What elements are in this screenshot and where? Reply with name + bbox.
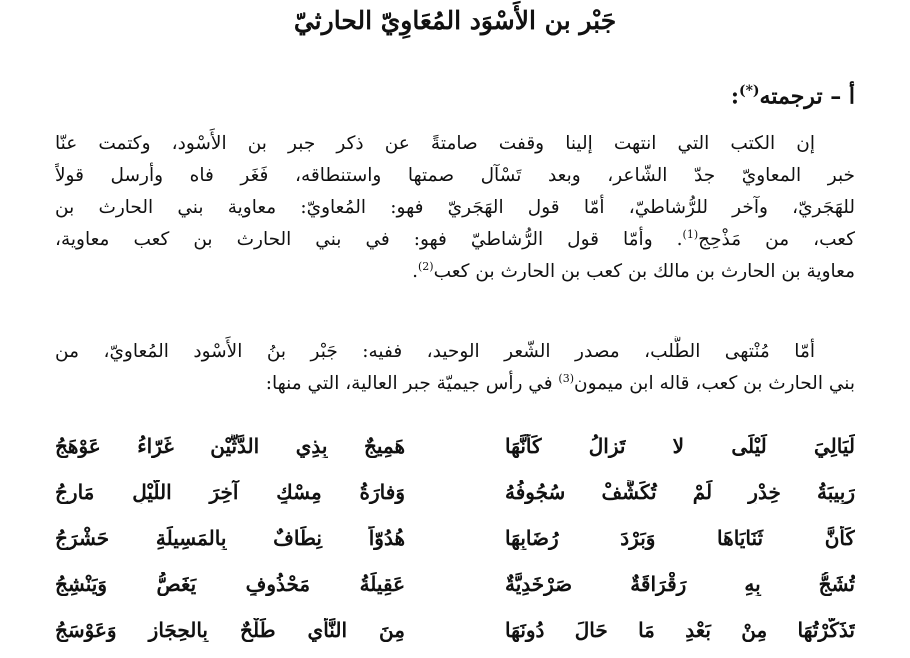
section-heading-colon: : <box>730 83 739 110</box>
paragraph-text: . وأمّا قول الرُّشاطيّ فهو: في بني الحارث بن كعب معاوية، <box>55 229 683 250</box>
poem-verse <box>55 612 855 658</box>
paragraph-text: معاوية بن الحارث بن مالك بن كعب بن الحارث بن كعب <box>433 261 855 282</box>
footnote-ref: (1) <box>682 227 699 241</box>
paragraph-text: كعب، من مَذْحِج <box>698 229 855 250</box>
section-note-mark: (*) <box>738 83 760 99</box>
poem <box>55 428 855 658</box>
poem-verse <box>55 428 855 474</box>
paragraph-text: . <box>412 261 418 282</box>
paragraph-line: خبر المعاويّ جدّ الشّاعر، وبعد تَسْآل صمتها واستنطاقه، فَغَر فاه وأرسل قولاً <box>55 165 855 186</box>
poem-verse <box>55 474 855 520</box>
page-title: جَبْر بن الأَسْوَد المُعَاوِيّ الحارثيّ <box>293 6 617 35</box>
verse-first-hemistich: رَبِيبَةُ خِدْرٍ لَمْ تُكَشَّفْ سُجُوفُهُ <box>505 480 855 504</box>
verse-first-hemistich: تَذَكَّرْتُهَا مِنْ بَعْدِ مَا حَالَ دُونَهَا <box>505 618 855 642</box>
verse-second-hemistich: هَمِيجٌ بِذِي الدَّثَّيْنِ غَرّاءُ عَوْهَجُ <box>55 434 405 458</box>
paragraph-line: للهَجَريّ، وآخر للرُّشاطيّ، أمّا قول الهَجَريّ فهو: المُعاويّ: معاوية بني الحارث بن <box>55 197 855 218</box>
section-heading-text: أ – ترجمته <box>759 83 855 110</box>
paragraph-line <box>55 368 855 400</box>
paragraph-line: إن الكتب التي انتهت إلينا وقفت صامتةً عن ذكر جبر بن الأَسْود، وكتمت عنّا <box>55 133 815 154</box>
poem-verse <box>55 566 855 612</box>
footnote-ref: (3) <box>558 371 575 385</box>
footnote-ref: (2) <box>417 259 434 273</box>
paragraph-line <box>55 224 855 256</box>
paragraph-text: في رأس جيميّة جبر العالية، التي منها: <box>265 373 559 394</box>
verse-second-hemistich: مِنَ النَّأْيِ طَلْحٌ بِالحِجَازِ وَعَوْسَجُ <box>55 618 405 642</box>
paragraph-text: بني الحارث بن كعب، قاله ابن ميمون <box>574 373 855 394</box>
verse-first-hemistich: كَأَنَّ ثَنَايَاهَا وَبَرْدَ رُضَابِهَا <box>505 526 855 550</box>
poem-verse <box>55 520 855 566</box>
verse-second-hemistich: هُدُوّاً نِطَافٌ بِالمَسِيلَةِ حَشْرَجُ <box>55 526 405 550</box>
source-paragraph <box>55 336 855 400</box>
verse-first-hemistich: لَيَالِيَ لَيْلَى لا تَزالُ كَأَنَّهَا <box>505 434 855 458</box>
verse-second-hemistich: عَقِيلَةُ مَحْذُوفٍ يَغَصُّ وَيَنْشِجُ <box>55 572 405 596</box>
paragraph-line <box>55 256 855 288</box>
biography-paragraph <box>55 128 855 288</box>
verse-second-hemistich: وَفارَةُ مِسْكٍ آخِرَ اللَّيْلِ مَارِجُ <box>55 480 405 504</box>
verse-first-hemistich: تُشَجُّ بِهِ رَقْرَاقَةٌ صَرْخَدِيَّةٌ <box>505 572 855 596</box>
section-heading <box>731 83 855 109</box>
paragraph-line: أمّا مُنْتهى الطَّلب، مصدر الشّعر الوحيد، ففيه: جَبْر بنُ الأَسْود المُعاويّ، من <box>55 341 815 362</box>
